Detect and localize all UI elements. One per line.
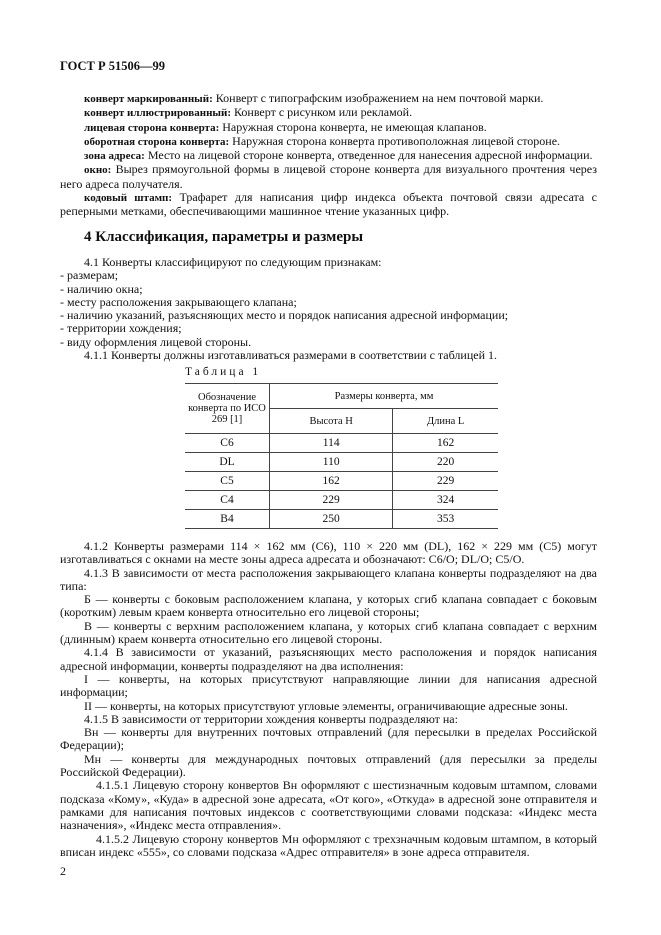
paragraph: 4.1.1 Конверты должны изготавливаться размерами в соответствии с таблицей 1. <box>84 348 498 363</box>
paragraph: Мн — конверты для международных почтовых отправлений (для пересылки за пределы Российской Федерации). <box>60 751 597 780</box>
definition: оборотная сторона конверта: Наружная сторона конверта противоположная лицевой стороне. <box>84 133 561 148</box>
cell: C6 <box>185 434 270 453</box>
paragraph: 4.1 Конверты классифицируют по следующим признакам: <box>84 255 382 269</box>
paragraph: Б — конверты с боковым расположением клапана, у которых сгиб клапана совпадает с боковым (коротким) левым краем конверта относительно его лицевой стороны; <box>60 592 597 620</box>
cell: 250 <box>270 510 393 529</box>
column-header-height: Высота H <box>270 409 393 434</box>
table-caption: Таблица 1 <box>185 366 262 378</box>
cell: 114 <box>270 434 393 453</box>
paragraph: 4.1.5 В зависимости от территории хождения конверты подразделяют на: <box>84 711 458 726</box>
cell: DL <box>185 453 270 472</box>
paragraph: 4.1.2 Конверты размерами 114 × 162 мм (С6), 110 × 220 мм (DL), 162 × 229 мм (С5) могут изготавливаться с окнами на месте зоны адреса адресата и обозначают: С6/О; DL/O; С5/О. <box>60 539 597 567</box>
definition: конверт маркированный: Конверт с типографским изображением на нем почтовой марки. <box>84 91 544 105</box>
cell: 162 <box>270 472 393 491</box>
column-header-designation: Обозначение конверта по ИСО 269 [1] <box>185 384 270 434</box>
definition: окно: Вырез прямоугольной формы в лицевой стороне конверта для визуального прочтения через него адреса получателя. <box>60 162 597 191</box>
cell: 229 <box>270 491 393 510</box>
table-row <box>185 472 498 491</box>
column-header-length: Длина L <box>393 409 498 434</box>
paragraph: 4.1.5.2 Лицевую сторону конвертов Мн оформляют с трехзначным кодовым штампом, в который вписан индекс «555», со словами подсказа «Адрес отправителя» в зоне адреса отправителя. <box>60 831 597 859</box>
paragraph: 4.1.5.1 Лицевую сторону конвертов Вн оформляют с шестизначным кодовым штампом, словами подсказа «Кому», «Куда» в адресной зоне адресата, «От кого», «Откуда» в адресной зоне отправителя и рамками для написания почтовых индексов с соответствующими словами подсказа: «Индекс места назначения», «Индекс места отправления». <box>60 778 597 833</box>
list-item: - месту расположения закрывающего клапана; <box>60 294 297 309</box>
classification-block <box>60 256 597 362</box>
cell: 353 <box>393 510 498 529</box>
list-item: - размерам; <box>60 268 119 283</box>
definition: зона адреса: Место на лицевой стороне конверта, отведенное для нанесения адресной информации. <box>84 148 593 163</box>
list-item: - наличию окна; <box>60 281 143 296</box>
cell: C5 <box>185 472 270 491</box>
table-row <box>185 453 498 472</box>
body-block <box>60 540 597 859</box>
table-row <box>185 491 498 510</box>
page-number: 2 <box>60 864 66 878</box>
cell: C4 <box>185 491 270 510</box>
definition: конверт иллюстрированный: Конверт с рисунком или рекламой. <box>84 105 413 120</box>
paragraph: 4.1.3 В зависимости от места расположения закрывающего клапана конверты подразделяют на два типа: <box>60 565 597 593</box>
document-header: ГОСТ Р 51506—99 <box>60 59 166 73</box>
paragraph: I — конверты, на которых присутствуют направляющие линии для написания адресной информации; <box>60 671 597 700</box>
paragraph: 4.1.4 В зависимости от указаний, разъясняющих место расположения и порядок написания адресной информации, конверты подразделяют на два исполнения: <box>60 645 597 673</box>
paragraph: Вн — конверты для внутренних почтовых отправлений (для пересылки в пределах Российской Федерации); <box>60 725 597 753</box>
table-row <box>185 434 498 453</box>
cell: 324 <box>393 491 498 510</box>
list-item: - территории хождения; <box>60 321 182 336</box>
cell: 220 <box>393 453 498 472</box>
list-item: - виду оформления лицевой стороны. <box>60 334 252 349</box>
definitions-block <box>60 92 597 219</box>
cell: 229 <box>393 472 498 491</box>
definition: лицевая сторона конверта: Наружная сторона конверта, не имеющая клапанов. <box>84 119 487 134</box>
cell: B4 <box>185 510 270 529</box>
list-item: - наличию указаний, разъясняющих место и порядок написания адресной информации; <box>60 308 509 323</box>
definition: кодовый штамп: Трафарет для написания цифр индекса объекта почтовой связи адресата с реперными метками, обеспечивающими машинное чтение указанных цифр. <box>60 190 597 219</box>
column-header-group: Размеры конверта, мм <box>270 384 499 409</box>
cell: 110 <box>270 453 393 472</box>
envelope-sizes-table <box>185 383 498 529</box>
paragraph: В — конверты с верхним расположением клапана, у которых сгиб клапана совпадает с верхним (длинным) краем конверта относительно его лицевой стороны. <box>60 618 597 647</box>
table-row <box>185 510 498 529</box>
section-heading: 4 Классификация, параметры и размеры <box>84 229 364 245</box>
paragraph: II — конверты, на которых присутствуют угловые элементы, ограничивающие адресные зоны. <box>84 698 568 713</box>
cell: 162 <box>393 434 498 453</box>
